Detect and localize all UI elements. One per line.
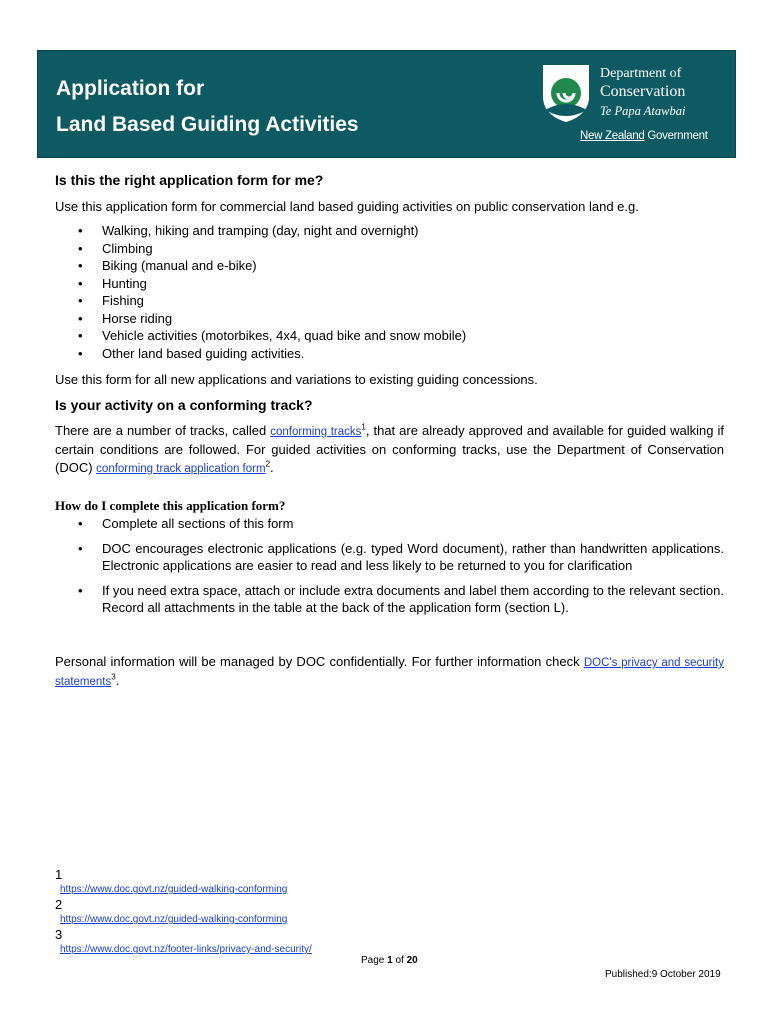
- list-item: • Vehicle activities (motorbikes, 4x4, quad bike and snow mobile): [78, 327, 728, 345]
- conforming-text-b: , that are already approved and available for guided walking if certain conditions are followed. For guided activities on conforming tracks, use the Department of Conservation (DOC): [55, 423, 724, 475]
- list-item: • Walking, hiking and tramping (day, night and overnight): [78, 222, 728, 240]
- privacy-text-b: .: [115, 673, 120, 688]
- conforming-text-c: .: [270, 460, 274, 475]
- list-item: • Climbing: [78, 240, 728, 258]
- nz-government-nz: New Zealand: [580, 130, 645, 142]
- section1-intro: Use this application form for commercial land based guiding activities on public conservation land e.g.: [55, 199, 639, 214]
- page-total: 20: [406, 955, 418, 966]
- privacy-paragraph: [55, 653, 724, 691]
- conforming-track-paragraph: [55, 422, 724, 478]
- section-heading-how-to-complete: How do I complete this application form?: [55, 498, 286, 513]
- page-current: 1: [387, 955, 393, 966]
- footnote-number: 3: [55, 927, 63, 942]
- list-item: • If you need extra space, attach or include extra documents and label them according to the relevant section. Record all attachments in the table at the back of the application form (section L).: [78, 582, 724, 617]
- privacy-link[interactable]: DOC's privacy and security statements: [55, 657, 724, 688]
- page-word: Page: [361, 955, 388, 966]
- list-item: • DOC encourages electronic applications (e.g. typed Word document), rather than handwritten applications. Electronic applications are easier to read and less likely to be returned to you for clarification: [78, 540, 724, 575]
- header-banner: [37, 50, 736, 158]
- footnote-ref-3: 3: [111, 672, 116, 682]
- list-item: • Biking (manual and e-bike): [78, 257, 728, 275]
- conforming-track-form-link[interactable]: conforming track application form: [96, 463, 266, 475]
- title-line-1: Application for: [56, 77, 205, 100]
- list-item: • Other land based guiding activities.: [78, 345, 728, 363]
- conforming-tracks-link[interactable]: conforming tracks: [270, 426, 362, 438]
- footnote-ref-1: 1: [361, 422, 366, 432]
- list-item: • Horse riding: [78, 310, 728, 328]
- activity-list: [78, 222, 728, 362]
- nz-government-label: [580, 130, 708, 142]
- footnote-number: 1: [55, 867, 63, 882]
- conforming-text-a: There are a number of tracks, called: [55, 423, 271, 438]
- section-heading-conforming-track: Is your activity on a conforming track?: [55, 397, 313, 413]
- list-item: • Hunting: [78, 275, 728, 293]
- footnote-link[interactable]: https://www.doc.govt.nz/guided-walking-conforming: [60, 884, 288, 895]
- footnote-link[interactable]: https://www.doc.govt.nz/footer-links/privacy-and-security/: [60, 944, 312, 955]
- doc-crest-icon: [541, 63, 591, 123]
- footnote-number: 2: [55, 897, 63, 912]
- section1-outro: Use this form for all new applications and variations to existing guiding concessions.: [55, 372, 538, 387]
- nz-government-rest: Government: [644, 130, 708, 142]
- page-of: of: [392, 955, 407, 966]
- title-line-2: Land Based Guiding Activities: [56, 113, 359, 136]
- org-name-maori: Te Papa Atawbai: [600, 104, 686, 118]
- footnote-link[interactable]: https://www.doc.govt.nz/guided-walking-conforming: [60, 914, 288, 925]
- published-date: Published:9 October 2019: [605, 969, 721, 980]
- instructions-list: [78, 515, 724, 617]
- list-item: • Complete all sections of this form: [78, 515, 724, 533]
- privacy-text-a: Personal information will be managed by DOC confidentially. For further information check: [55, 654, 584, 669]
- list-item: • Fishing: [78, 292, 728, 310]
- org-name-line-2: Conservation: [600, 83, 686, 100]
- page-number: [361, 955, 418, 966]
- footnote-ref-2: 2: [265, 459, 271, 469]
- section-heading-right-form: Is this the right application form for me?: [55, 172, 324, 188]
- org-name-line-1: Department of: [600, 66, 682, 81]
